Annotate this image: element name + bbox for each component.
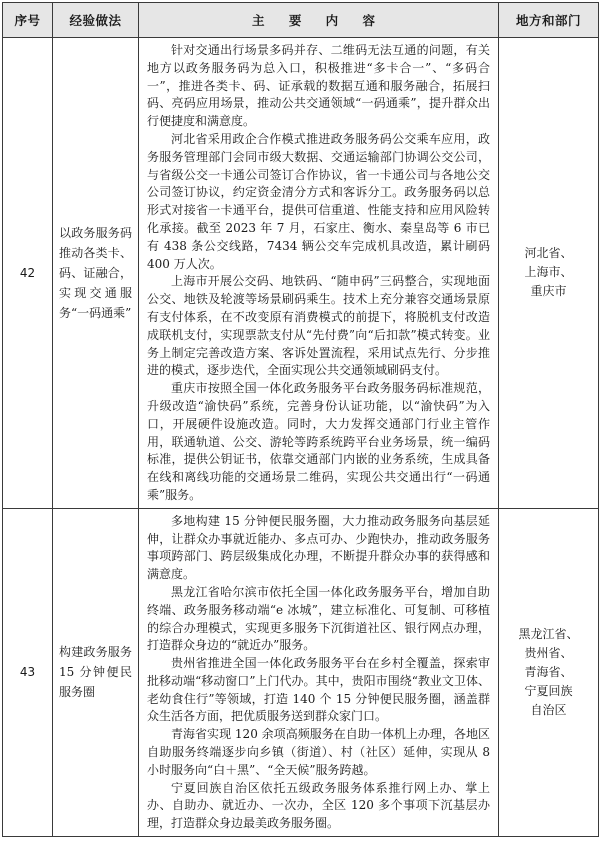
row-region (499, 38, 599, 509)
row-method: 以政务服务码推动各类卡、码、证融合，实现交通服务“一码通乘” (53, 38, 139, 509)
row-content (139, 38, 499, 509)
region-name: 河北省、 (524, 246, 573, 261)
content-paragraph: 宁夏回族自治区依托五级政务服务体系推行网上办、掌上办、自助办、就近办、一次办，全区 120 多个事项下沉基层办理，打造群众身边最美政务服务圈。 (147, 780, 490, 831)
row-content (139, 508, 499, 836)
row-number: 43 (3, 508, 53, 836)
content-paragraph: 针对交通出行场景多码并存、二维码无法互通的问题，有关地方以政务服务码为总入口，积极推进“多卡合一”、“多码合一”，推进各类卡、码、证承载的数据互通和服务融合，拓展扫码、亮码应用场景，推动公共交通领域“一码通乘”，提升群众出行便捷度和满意度。 (147, 43, 490, 129)
table-row (3, 508, 599, 836)
table-row (3, 38, 599, 509)
region-name: 黑龙江省、 (518, 626, 579, 641)
header-method: 经验做法 (53, 3, 139, 38)
policy-table (2, 2, 599, 837)
region-name: 宁夏回族 (524, 683, 573, 698)
header-no: 序号 (3, 3, 53, 38)
region-name: 重庆市 (530, 284, 567, 299)
content-paragraph: 多地构建 15 分钟便民服务圈，大力推动政务服务向基层延伸，让群众办事就近能办、多点可办、少跑快办，推动政务服务事项跨部门、跨层级集成化办理，不断提升群众办事的获得感和满意度。 (147, 513, 490, 582)
header-region: 地方和部门 (499, 3, 599, 38)
header-content: 主 要 内 容 (139, 3, 499, 38)
content-paragraph: 重庆市按照全国一体化政务服务平台政务服务码标准规范，升级改造“渝快码”系统，完善身份认证功能，以“渝快码”为入口，开展硬件设施改造。同时，大力发挥交通部门行业主管作用，联通轨道、公交、游轮等跨系统跨平台业务场景，统一编码标准，提供公钥证书，依靠交通部门内嵌的业务系统，生成具备在线和离线功能的交通场景二维码，实现公共交通出行“一码通乘”服务。 (147, 381, 490, 502)
content-paragraph: 上海市开展公交码、地铁码、“随申码”三码整合，实现地面公交、地铁及轮渡等场景刷码乘生。技术上充分兼容交通场景原有支付体系，在不改变原有消费模式的前提下，将脱机支付改造成联机支付，实现票款支付从“先付费”向“后扣款”模式转变。业务上制定完善改造方案、客诉处置流程，采用试点先行、分步推进的模式，逐步迭代，全面实现公共交通领域刷码支付。 (147, 274, 490, 378)
row-number: 42 (3, 38, 53, 509)
region-name: 贵州省、 (524, 645, 573, 660)
region-name: 自治区 (530, 702, 567, 717)
content-paragraph: 河北省采用政企合作模式推进政务服务码公交乘车应用，政务服务管理部门会同市级大数据、交通运输部门协调公交公司，与省级公交一卡通公司签订合作协议，省一卡通公司与各地公交公司签订协议，约定资金清分方式和客诉分工。政务服务码以总形式对接省一卡通平台，提供可信重道、性能支持和应用风险转化承接。截至 2023 年 7 月，石家庄、衡水、秦皇岛等 6 市已有 438 条公交线路，7434 辆公交车完成机具改造，累计刷码 400 万人次。 (147, 131, 490, 271)
table-header-row (3, 3, 599, 38)
region-name: 青海省、 (524, 664, 573, 679)
region-name: 上海市、 (524, 265, 573, 280)
row-method: 构建政务服务 15 分钟便民服务圈 (53, 508, 139, 836)
row-region (499, 508, 599, 836)
content-paragraph: 黑龙江省哈尔滨市依托全国一体化政务服务平台，增加自助终端、政务服务移动端“e 冰城”，建立标准化、可复制、可移植的综合办理模式，实现更多服务下沉街道社区、银行网点办理，打造群众身边的“就近办”服务。 (147, 584, 490, 653)
content-paragraph: 贵州省推进全国一体化政务服务平台在乡村全覆盖，探索审批移动端“移动窗口”上门代办。其中，贵阳市围绕“教业文卫体、老幼食住行”等领域，打造 140 个 15 分钟便民服务圈，涵盖群众生活各方面，把优质服务送到群众家门口。 (147, 656, 490, 724)
content-paragraph: 青海省实现 120 余项高频服务在自助一体机上办理，各地区自助服务终端逐步向乡镇（街道）、村（社区）延伸，实现从 8 小时服务向“白＋黑”、“全天候”服务跨越。 (147, 727, 490, 777)
